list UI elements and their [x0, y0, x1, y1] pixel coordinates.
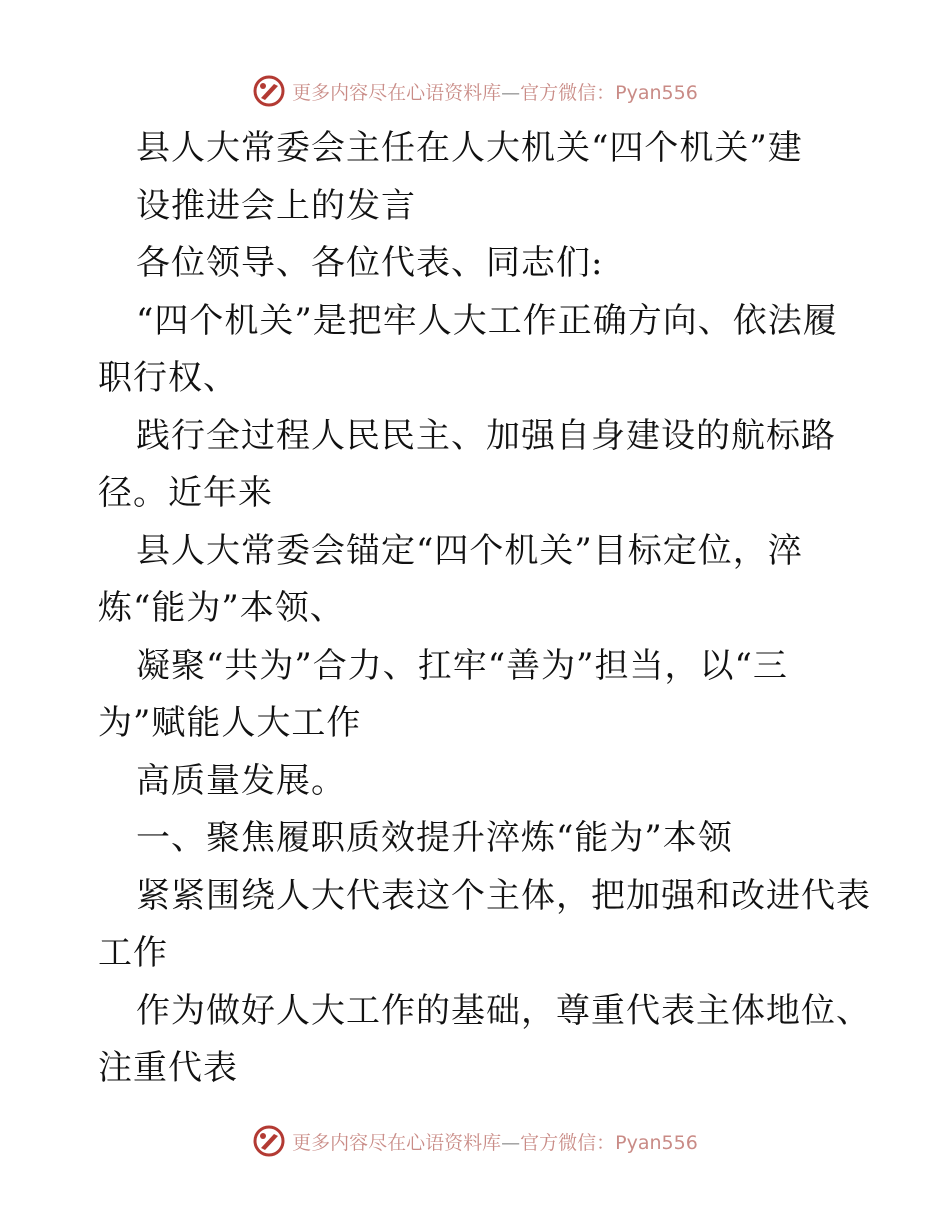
- watermark-right-text: 官方微信：Pyan556: [520, 81, 698, 104]
- watermark-right-text: 官方微信：Pyan556: [520, 1131, 698, 1154]
- paragraph-line: 径。近年来: [98, 473, 273, 513]
- paragraph-line: 凝聚“共为”合力、扛牢“善为”担当，以“三: [136, 645, 788, 686]
- watermark-separator: —: [501, 81, 521, 104]
- paragraph-line: 县人大常委会锚定“四个机关”目标定位，淬: [136, 530, 803, 571]
- paragraph-line: 工作: [98, 933, 168, 973]
- paragraph-line: 践行全过程人民民主、加强自身建设的航标路: [136, 415, 836, 456]
- watermark-text: [292, 78, 698, 105]
- watermark-separator: —: [501, 1131, 521, 1154]
- section-heading: 一、聚焦履职质效提升淬炼“能为”本领: [136, 818, 733, 858]
- watermark-left-text: 更多内容尽在心语资料库: [292, 81, 502, 104]
- paragraph-line: 高质量发展。: [136, 760, 346, 801]
- title-line-2: 设推进会上的发言: [136, 185, 416, 226]
- title-line-1: 县人大常委会主任在人大机关“四个机关”建: [136, 128, 803, 168]
- watermark-left-text: 更多内容尽在心语资料库: [292, 1131, 502, 1154]
- quill-seal-icon: [252, 1124, 286, 1158]
- paragraph-line: 作为做好人大工作的基础，尊重代表主体地位、: [136, 990, 871, 1031]
- header-watermark: [0, 74, 950, 108]
- paragraph-line: “四个机关”是把牢人大工作正确方向、依法履: [136, 300, 838, 341]
- paragraph-line: 炼“能为”本领、: [98, 588, 345, 628]
- document-body: [98, 120, 871, 1098]
- paragraph-line: 紧紧围绕人大代表这个主体，把加强和改进代表: [136, 875, 871, 916]
- paragraph-line: 职行权、: [98, 358, 238, 398]
- watermark-text: [292, 1128, 698, 1155]
- paragraph-line: 注重代表: [98, 1048, 238, 1088]
- quill-seal-icon: [252, 74, 286, 108]
- footer-watermark: [0, 1124, 950, 1158]
- paragraph-line: 为”赋能人大工作: [98, 703, 362, 743]
- salutation-line: 各位领导、各位代表、同志们:: [136, 243, 604, 283]
